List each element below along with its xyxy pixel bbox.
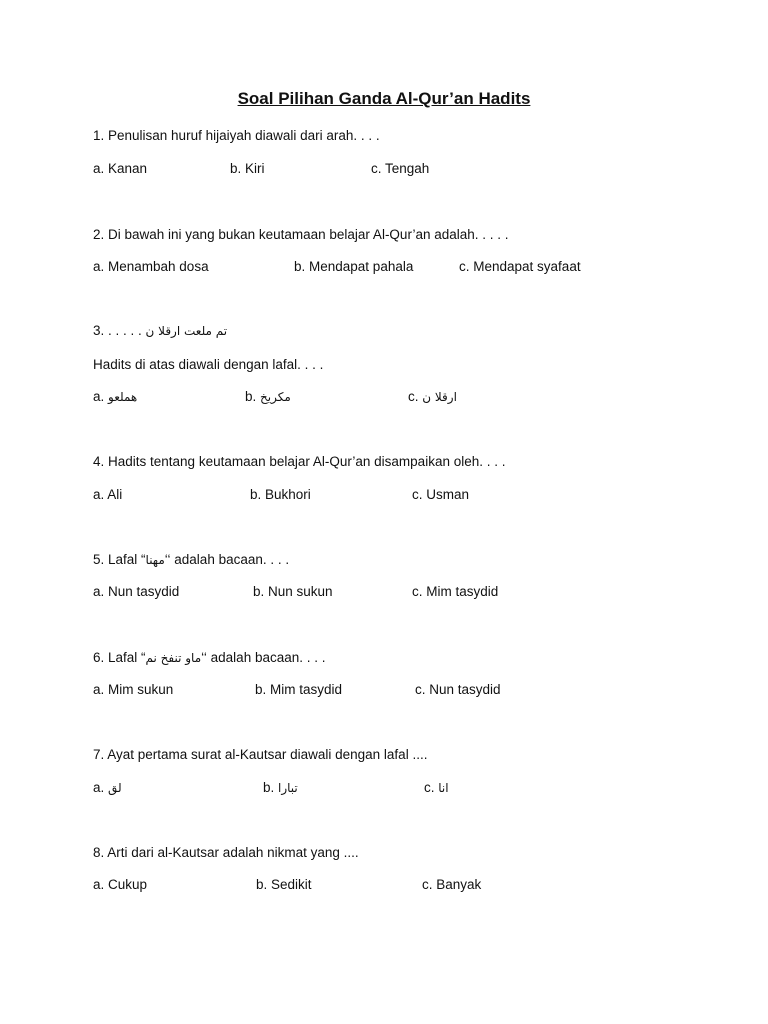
q1-option-a: a. Kanan <box>93 161 148 176</box>
q7-option-b-arabic: تبارا <box>278 781 298 795</box>
q7-option-c <box>424 780 449 795</box>
q3-arabic-text: تم ملعت ارقلا ن <box>145 324 228 338</box>
q3-option-a-arabic: هملعو <box>108 390 138 404</box>
q3-option-b <box>245 389 291 404</box>
q3-option-b-arabic: مكريخ <box>260 390 291 404</box>
q5-option-c: c. Mim tasydid <box>412 584 499 599</box>
question-8: 8. Arti dari al-Kautsar adalah nikmat yang .... <box>93 845 359 860</box>
q6-suffix: ‘‘ adalah bacaan. . . . <box>201 650 326 665</box>
q7-option-c-label: c. <box>424 780 439 795</box>
q3-option-c <box>408 389 457 404</box>
question-4: 4. Hadits tentang keutamaan belajar Al-Qur’an disampaikan oleh. . . . <box>93 454 506 469</box>
q7-option-c-arabic: انا <box>438 781 449 795</box>
q5-option-a: a. Nun tasydid <box>93 584 180 599</box>
q3-prefix: 3. . . . . . <box>93 323 146 338</box>
q6-option-a: a. Mim sukun <box>93 682 174 697</box>
q7-option-a-arabic: لق <box>108 781 122 795</box>
q2-option-c: c. Mendapat syafaat <box>459 259 581 274</box>
q5-suffix: ‘‘ adalah bacaan. . . . <box>164 552 290 567</box>
q5-arabic-text: مهنا <box>145 553 165 567</box>
q3-option-c-arabic: ارقلا ن <box>422 390 457 404</box>
q5-prefix: 5. Lafal “ <box>93 552 146 567</box>
q4-option-a: a. Ali <box>93 487 123 502</box>
page-title: Soal Pilihan Ganda Al-Qur’an Hadits <box>237 89 531 108</box>
q8-option-b: b. Sedikit <box>256 877 312 892</box>
q1-option-c: c. Tengah <box>371 161 430 176</box>
q7-option-b <box>263 780 298 795</box>
q7-option-a <box>93 780 122 795</box>
question-7: 7. Ayat pertama surat al-Kautsar diawali dengan lafal .... <box>93 747 428 762</box>
q2-option-a: a. Menambah dosa <box>93 259 209 274</box>
q6-arabic-text: ماو تنفخ نم <box>145 651 202 665</box>
question-6 <box>93 650 326 665</box>
q7-option-b-label: b. <box>263 780 279 795</box>
question-1: 1. Penulisan huruf hijaiyah diawali dari arah. . . . <box>93 128 380 143</box>
q3-option-a-label: a. <box>93 389 109 404</box>
question-5 <box>93 552 289 567</box>
q6-option-b: b. Mim tasydid <box>255 682 343 697</box>
q3-option-a <box>93 389 137 404</box>
q6-prefix: 6. Lafal “ <box>93 650 146 665</box>
q4-option-b: b. Bukhori <box>250 487 311 502</box>
q8-option-c: c. Banyak <box>422 877 482 892</box>
q2-option-b: b. Mendapat pahala <box>294 259 414 274</box>
q4-option-c: c. Usman <box>412 487 470 502</box>
question-3-subtext: Hadits di atas diawali dengan lafal. . . . <box>93 357 324 372</box>
q8-option-a: a. Cukup <box>93 877 148 892</box>
q6-option-c: c. Nun tasydid <box>415 682 501 697</box>
q3-option-c-label: c. <box>408 389 423 404</box>
q3-option-b-label: b. <box>245 389 261 404</box>
q7-option-a-label: a. <box>93 780 109 795</box>
q5-option-b: b. Nun sukun <box>253 584 333 599</box>
question-2: 2. Di bawah ini yang bukan keutamaan belajar Al-Qur’an adalah. . . . . <box>93 227 509 242</box>
q1-option-b: b. Kiri <box>230 161 265 176</box>
question-3 <box>93 323 227 338</box>
